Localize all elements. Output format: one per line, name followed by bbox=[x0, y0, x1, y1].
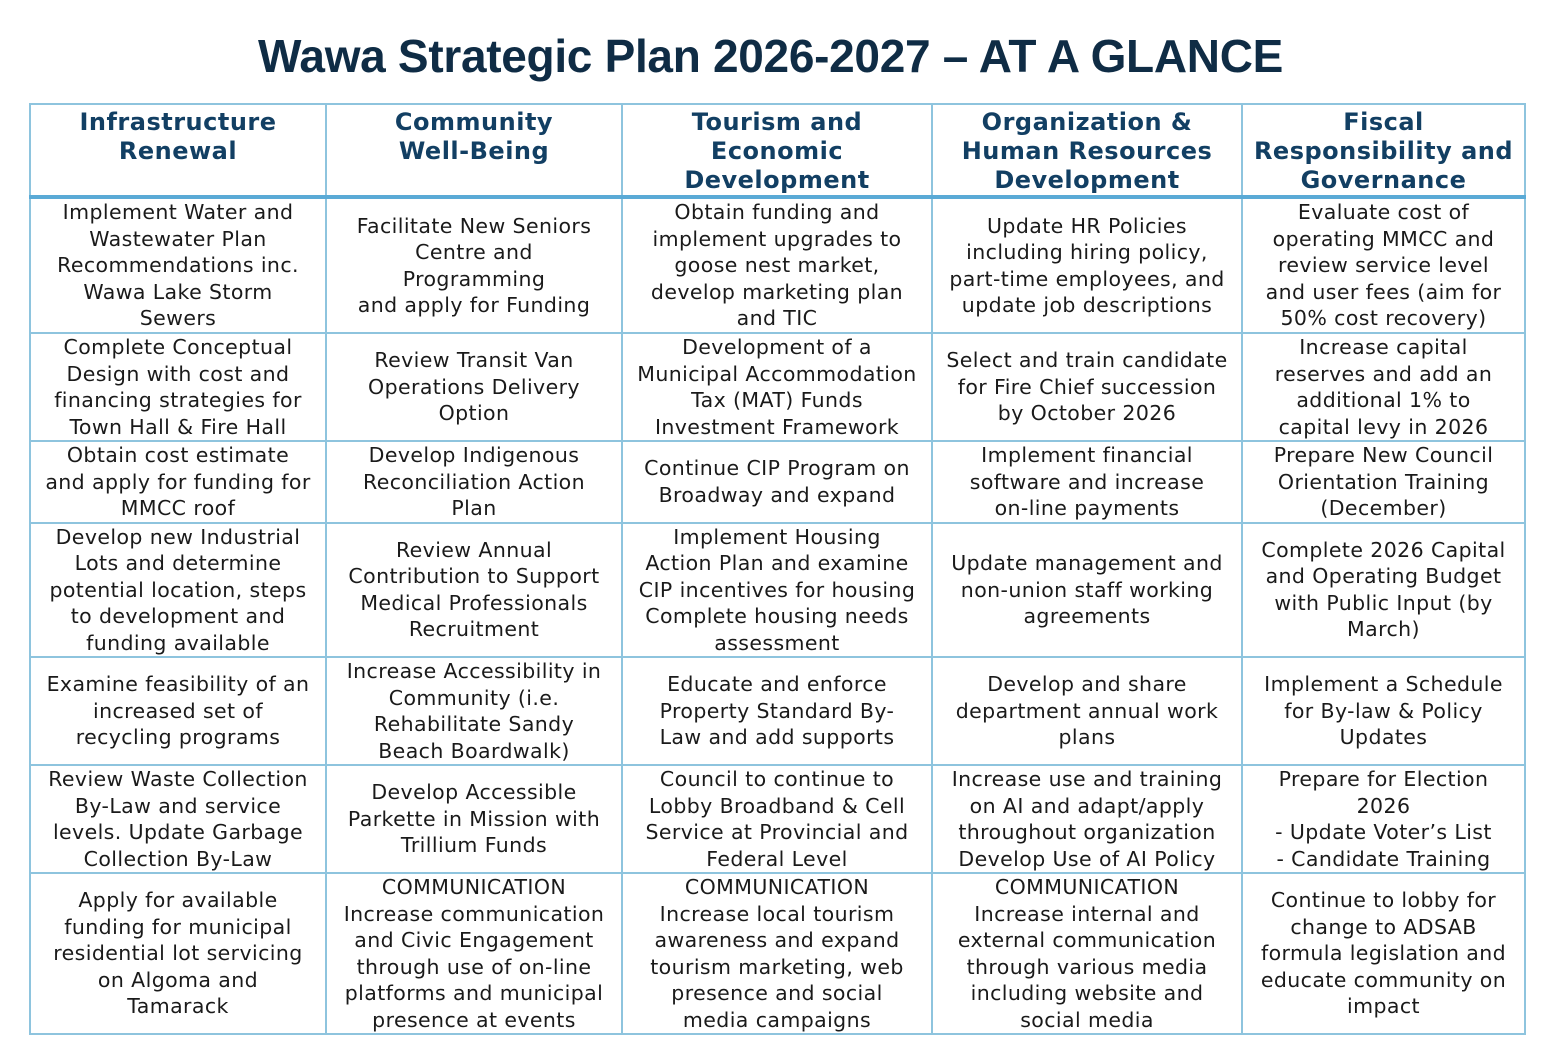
table-cell: Review Transit Van Operations Delivery Option bbox=[326, 333, 622, 441]
table-cell: Obtain funding and implement upgrades to goose nest market, develop marketing plan and TIC bbox=[622, 197, 932, 333]
table-cell: Develop new Industrial Lots and determine potential location, steps to development and funding available bbox=[30, 523, 326, 658]
table-cell: Facilitate New Seniors Centre and Programming and apply for Funding bbox=[326, 197, 622, 333]
table-cell: Educate and enforce Property Standard By- Law and add supports bbox=[622, 657, 932, 765]
table-row bbox=[30, 765, 1525, 873]
column-header-organization: Organization & Human Resources Development bbox=[932, 104, 1242, 197]
table-cell: Examine feasibility of an increased set of recycling programs bbox=[30, 657, 326, 765]
table-cell: Implement Water and Wastewater Plan Recommendations inc. Wawa Lake Storm Sewers bbox=[30, 197, 326, 333]
table-cell: Apply for available funding for municipal residential lot servicing on Algoma and Tamarack bbox=[30, 873, 326, 1034]
table-cell: COMMUNICATION Increase communication and Civic Engagement through use of on-line platforms and municipal presence at events bbox=[326, 873, 622, 1034]
table-cell: Implement financial software and increase on-line payments bbox=[932, 441, 1242, 523]
table-cell: COMMUNICATION Increase local tourism awareness and expand tourism marketing, web presence and social media campaigns bbox=[622, 873, 932, 1034]
table-cell: Review Waste Collection By-Law and service levels. Update Garbage Collection By-Law bbox=[30, 765, 326, 873]
table-cell: Develop Indigenous Reconciliation Action Plan bbox=[326, 441, 622, 523]
table-cell: COMMUNICATION Increase internal and external communication through various media including website and social media bbox=[932, 873, 1242, 1034]
table-row bbox=[30, 873, 1525, 1034]
table-row bbox=[30, 441, 1525, 523]
table-row bbox=[30, 333, 1525, 441]
column-header-community: Community Well-Being bbox=[326, 104, 622, 197]
table-cell: Review Annual Contribution to Support Medical Professionals Recruitment bbox=[326, 523, 622, 658]
table-cell: Implement Housing Action Plan and examine CIP incentives for housing Complete housing needs assessment bbox=[622, 523, 932, 658]
table-cell: Develop Accessible Parkette in Mission with Trillium Funds bbox=[326, 765, 622, 873]
table-cell: Prepare for Election 2026 - Update Voter’s List - Candidate Training bbox=[1242, 765, 1525, 873]
page-title: Wawa Strategic Plan 2026-2027 – AT A GLANCE bbox=[258, 30, 1283, 82]
strategic-plan-table bbox=[29, 103, 1526, 1035]
table-cell: Update HR Policies including hiring policy, part-time employees, and update job descriptions bbox=[932, 197, 1242, 333]
table-cell: Complete 2026 Capital and Operating Budget with Public Input (by March) bbox=[1242, 523, 1525, 658]
table-row bbox=[30, 657, 1525, 765]
table-cell: Development of a Municipal Accommodation Tax (MAT) Funds Investment Framework bbox=[622, 333, 932, 441]
table-cell: Complete Conceptual Design with cost and financing strategies for Town Hall & Fire Hall bbox=[30, 333, 326, 441]
table-cell: Increase capital reserves and add an additional 1% to capital levy in 2026 bbox=[1242, 333, 1525, 441]
column-header-tourism: Tourism and Economic Development bbox=[622, 104, 932, 197]
table-cell: Council to continue to Lobby Broadband & Cell Service at Provincial and Federal Level bbox=[622, 765, 932, 873]
table-cell: Evaluate cost of operating MMCC and review service level and user fees (aim for 50% cost recovery) bbox=[1242, 197, 1525, 333]
table-cell: Select and train candidate for Fire Chief succession by October 2026 bbox=[932, 333, 1242, 441]
table-cell: Increase Accessibility in Community (i.e. Rehabilitate Sandy Beach Boardwalk) bbox=[326, 657, 622, 765]
table-row bbox=[30, 523, 1525, 658]
table-cell: Continue CIP Program on Broadway and expand bbox=[622, 441, 932, 523]
table-cell: Implement a Schedule for By-law & Policy Updates bbox=[1242, 657, 1525, 765]
table-cell: Obtain cost estimate and apply for funding for MMCC roof bbox=[30, 441, 326, 523]
column-header-infrastructure: Infrastructure Renewal bbox=[30, 104, 326, 197]
table-cell: Continue to lobby for change to ADSAB formula legislation and educate community on impact bbox=[1242, 873, 1525, 1034]
table-row bbox=[30, 197, 1525, 333]
column-header-fiscal: Fiscal Responsibility and Governance bbox=[1242, 104, 1525, 197]
header-row bbox=[30, 104, 1525, 197]
table-cell: Develop and share department annual work plans bbox=[932, 657, 1242, 765]
table-cell: Increase use and training on AI and adapt/apply throughout organization Develop Use of AI Policy bbox=[932, 765, 1242, 873]
table-cell: Update management and non-union staff working agreements bbox=[932, 523, 1242, 658]
table-cell: Prepare New Council Orientation Training (December) bbox=[1242, 441, 1525, 523]
